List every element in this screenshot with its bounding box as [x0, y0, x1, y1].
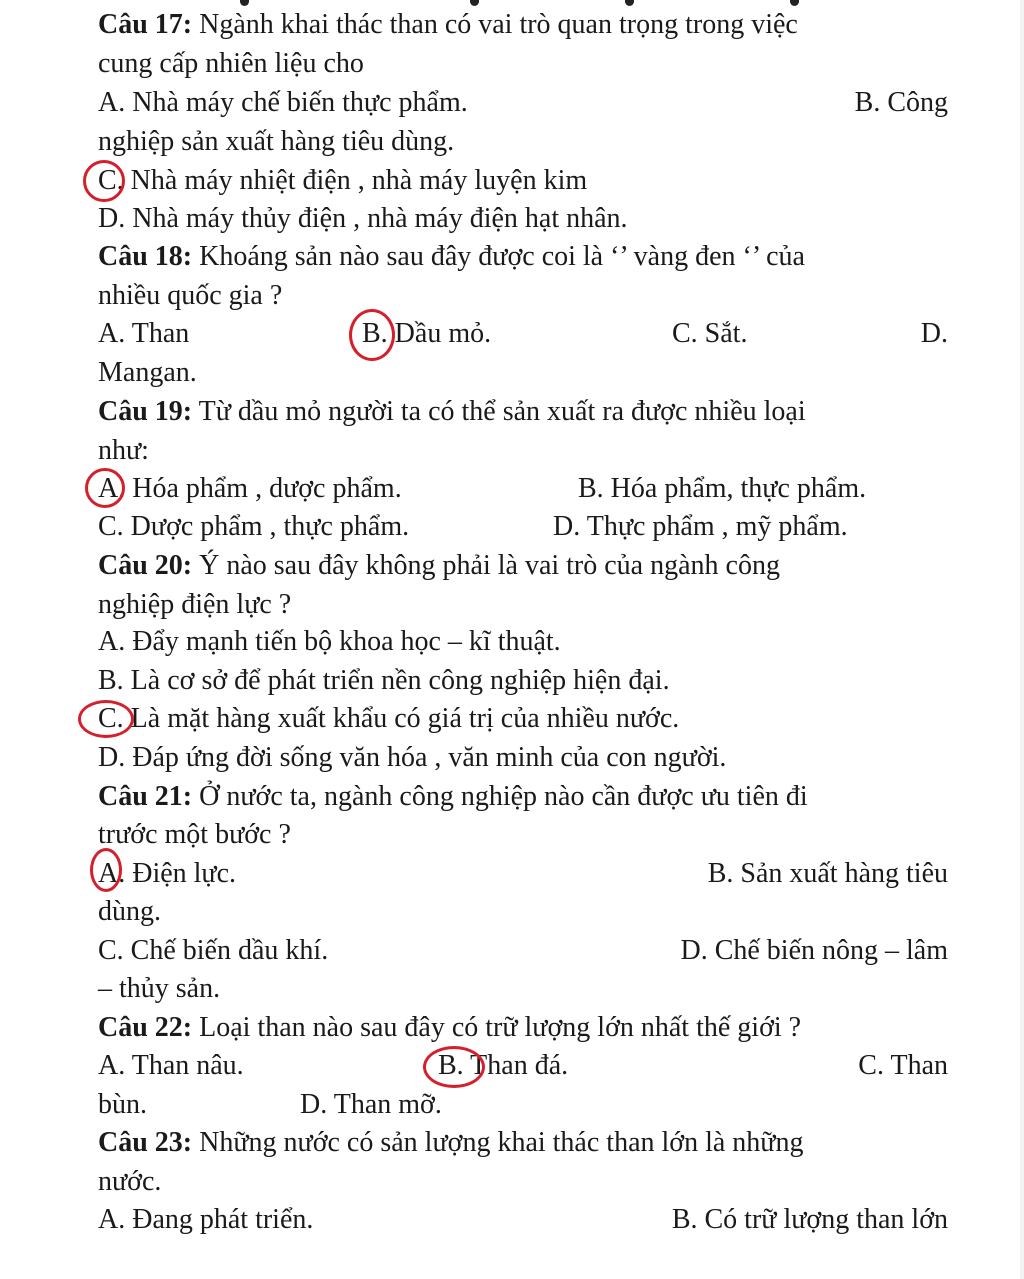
q22-options-abc — [98, 1047, 948, 1085]
q22-option-c-cont: bùn. — [98, 1089, 147, 1120]
q20-option-c: C. Là mặt hàng xuất khẩu có giá trị của nhiều nước. — [98, 703, 680, 734]
q17-stem-line2: cung cấp nhiên liệu cho — [98, 48, 364, 79]
q23-options-ab — [98, 1201, 948, 1239]
q17-option-c: C. Nhà máy nhiệt điện , nhà máy luyện kim — [98, 165, 588, 196]
q19-label: Câu 19: — [98, 396, 193, 427]
q23-stem: Những nước có sản lượng khai thác than lớn là những — [199, 1127, 804, 1158]
q18-stem-line1 — [98, 238, 948, 276]
q20-stem-line1 — [98, 547, 948, 585]
q17-option-b: B. Công — [854, 87, 948, 118]
q21-options-cd — [98, 932, 948, 970]
q18-label: Câu 18: — [98, 241, 193, 272]
q18-option-b: B. Dầu mỏ. — [362, 318, 492, 349]
q17-options-ab — [98, 84, 948, 122]
q20-stem: Ý nào sau đây không phải là vai trò của ngành công — [199, 550, 780, 581]
q22-option-c: C. Than — [858, 1050, 948, 1081]
q17-label: Câu 17: — [98, 9, 193, 40]
q17-option-d: D. Nhà máy thủy điện , nhà máy điện hạt nhân. — [98, 203, 628, 234]
q18-option-c: C. Sắt. — [672, 318, 748, 349]
q21-option-d-cont: – thủy sản. — [98, 973, 221, 1004]
q21-option-b-cont: dùng. — [98, 896, 161, 927]
q19-options-ab — [98, 470, 948, 508]
q21-option-b: B. Sản xuất hàng tiêu — [707, 858, 948, 889]
q17-option-a: A. Nhà máy chế biến thực phẩm. — [98, 87, 468, 118]
q19-stem: Từ dầu mỏ người ta có thể sản xuất ra được nhiều loại — [198, 396, 806, 427]
q22-label: Câu 22: — [98, 1012, 193, 1043]
q20-option-a: A. Đẩy mạnh tiến bộ khoa học – kĩ thuật. — [98, 626, 561, 657]
q17-stem-line1 — [98, 6, 948, 44]
q21-stem-line1 — [98, 778, 948, 816]
q19-option-c: C. Dược phẩm , thực phẩm. — [98, 511, 410, 542]
q22-options-cont — [98, 1086, 948, 1124]
q19-options-cd — [98, 508, 948, 546]
q23-stem-line2: nước. — [98, 1166, 162, 1197]
q22-option-a: A. Than nâu. — [98, 1050, 244, 1081]
q19-option-b: B. Hóa phẩm, thực phẩm. — [578, 473, 867, 504]
q17-option-b-cont: nghiệp sản xuất hàng tiêu dùng. — [98, 126, 455, 157]
q23-stem-line1 — [98, 1124, 948, 1162]
q19-option-d: D. Thực phẩm , mỹ phẩm. — [553, 511, 848, 542]
q22-stem-line1 — [98, 1009, 948, 1047]
q23-option-b: B. Có trữ lượng than lớn — [671, 1204, 948, 1235]
q21-label: Câu 21: — [98, 781, 193, 812]
q23-label: Câu 23: — [98, 1127, 193, 1158]
page-edge — [1020, 0, 1024, 1279]
q18-option-d: D. — [920, 318, 948, 349]
q18-option-a: A. Than — [98, 318, 190, 349]
q21-stem: Ở nước ta, ngành công nghiệp nào cần được ưu tiên đi — [199, 781, 808, 812]
q18-stem: Khoáng sản nào sau đây được coi là ‘’ vàng đen ‘’ của — [199, 241, 805, 272]
q20-label: Câu 20: — [98, 550, 193, 581]
q22-option-b: B. Than đá. — [438, 1050, 569, 1081]
q20-option-b: B. Là cơ sở để phát triển nền công nghiệp hiện đại. — [98, 665, 670, 696]
q21-stem-line2: trước một bước ? — [98, 819, 291, 850]
q21-option-a: A. Điện lực. — [98, 858, 237, 889]
q18-options — [98, 315, 948, 353]
q22-stem: Loại than nào sau đây có trữ lượng lớn nhất thế giới ? — [199, 1012, 802, 1043]
q23-option-a: A. Đang phát triển. — [98, 1204, 314, 1235]
q22-option-d: D. Than mỡ. — [300, 1089, 442, 1120]
q18-stem-line2: nhiều quốc gia ? — [98, 280, 283, 311]
q21-option-c: C. Chế biến dầu khí. — [98, 935, 329, 966]
q18-option-d-cont: Mangan. — [98, 357, 197, 388]
q21-option-d: D. Chế biến nông – lâm — [680, 935, 948, 966]
q20-option-d: D. Đáp ứng đời sống văn hóa , văn minh của con người. — [98, 742, 727, 773]
q17-stem: Ngành khai thác than có vai trò quan trọng trong việc — [199, 9, 798, 40]
q19-option-a: A. Hóa phẩm , dược phẩm. — [98, 473, 402, 504]
q19-stem-line1 — [98, 393, 948, 431]
q21-options-ab — [98, 855, 948, 893]
q20-stem-line2: nghiệp điện lực ? — [98, 589, 292, 620]
q19-stem-line2: như: — [98, 435, 149, 466]
